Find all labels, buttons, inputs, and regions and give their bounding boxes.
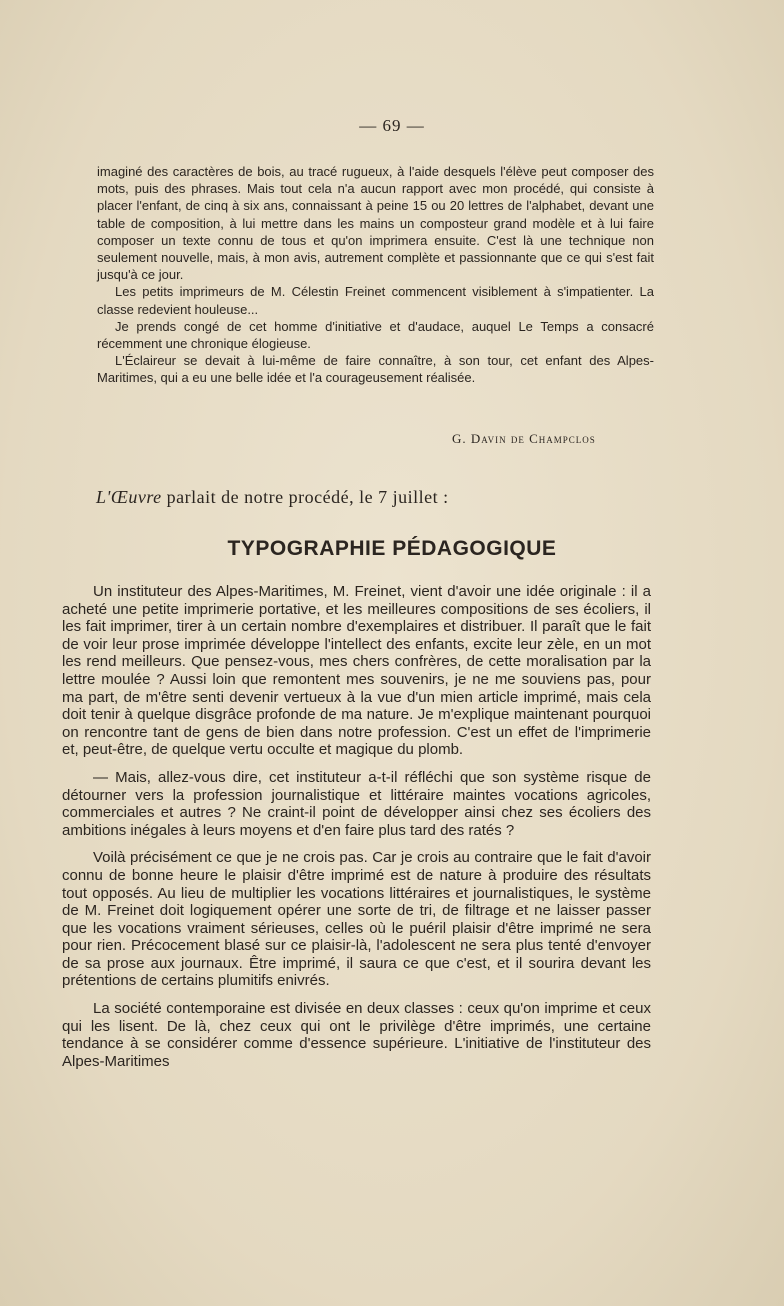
page-number: — 69 — xyxy=(359,116,425,135)
previous-article-text xyxy=(97,163,654,387)
paragraph: Les petits imprimeurs de M. Célestin Freinet commencent visiblement à s'impatienter. La classe redevient houleuse... xyxy=(97,284,654,317)
paragraph: L'Éclaireur se devait à lui-même de faire connaître, à son tour, cet enfant des Alpes-Maritimes, qui a eu une belle idée et l'a courageusement réalisée. xyxy=(97,353,654,386)
article-heading: TYPOGRAPHIE PÉDAGOGIQUE xyxy=(227,537,557,560)
source-intro-line xyxy=(96,487,449,508)
article-body xyxy=(62,583,651,1080)
author-initial: G. xyxy=(452,431,467,446)
journal-name: L'Œuvre xyxy=(96,487,162,507)
intro-text: parlait de notre procédé, le 7 juillet : xyxy=(166,487,449,507)
paragraph: Je prends congé de cet homme d'initiative et d'audace, auquel Le Temps a consacré récemment une chronique élogieuse. xyxy=(97,318,654,352)
paragraph: imaginé des caractères de bois, au tracé rugueux, à l'aide desquels l'élève peut composer des mots, puis des phrases. Mais tout cela n'a aucun rapport avec mon procédé, qui consiste à placer l'enfant, de cinq à six ans, connaissant à peine 15 ou 20 lettres de l'alphabet, devant une table de composition, à lui mettre dans les mains un composteur grand modèle et à lui faire composer un texte connu de tous et qu'on imprimera ensuite. C'est là une technique non seulement nouvelle, mais, à mon avis, autrement complète et passionnante que ce qui s'est fait jusqu'à ce jour. xyxy=(97,164,654,283)
article-paragraph: Voilà précisément ce que je ne crois pas. Car je crois au contraire que le fait d'avoir connu de bonne heure le plaisir d'être imprimé est de nature à produire des résultats tout opposés. Au lieu de multiplier les vocations littéraires et journalistiques, le système de M. Freinet doit logiquement opérer une sorte de tri, de filtrage et ne laisser passer que les vocations vraiment sérieuses, celles où le puéril plaisir d'être imprimé ne sera pour rien. Précocement blasé sur ce plaisir-là, l'adolescent ne sera plus tenté d'envoyer de sa prose aux journaux. Être imprimé, il saura ce que c'est, et il sourira devant les prétentions de certains plumitifs enivrés. xyxy=(62,849,651,990)
article-paragraph: — Mais, allez-vous dire, cet instituteur a-t-il réfléchi que son système risque de détourner vers la profession journalistique et littéraire maintes vocations agricoles, commerciales et autres ? Ne craint-il point de développer ainsi chez ses écoliers des ambitions inégales à leurs moyens et d'en faire plus tard des ratés ? xyxy=(62,768,651,839)
article-paragraph: Un instituteur des Alpes-Maritimes, M. Freinet, vient d'avoir une idée originale : il a acheté une petite imprimerie portative, et les meilleures compositions de ses écoliers, il les fait imprimer, tirer à un certain nombre d'exemplaires et distribuer. Il paraît que le fait de voir leur prose imprimée développe l'intellect des enfants, excite leur zèle, en un mot les rend meilleurs. Que pensez-vous, mes chers confrères, de cette moralisation par la lettre moulée ? Aussi loin que remontent mes souvenirs, je ne me souviens pas, pour ma part, de m'être senti devenir vertueux à la vue d'un mien article imprimé, mais cela doit tenir à quelque disgrâce profonde de ma nature. Je m'explique maintenant pourquoi on rencontre tant de gens de bien dans notre profession. C'est un effet de l'imprimerie et, peut-être, de quelque vertu occulte et magique du plomb. xyxy=(62,583,651,759)
article-paragraph: La société contemporaine est divisée en deux classes : ceux qu'on imprime et ceux qui les lisent. De là, chez ceux qui ont le privilège d'être imprimés, une certaine tendance à se considérer comme d'essence supérieure. L'initiative de l'instituteur des Alpes-Maritimes xyxy=(62,1000,651,1070)
author-name: Davin de Champclos xyxy=(470,431,596,446)
author-signature xyxy=(452,431,596,447)
